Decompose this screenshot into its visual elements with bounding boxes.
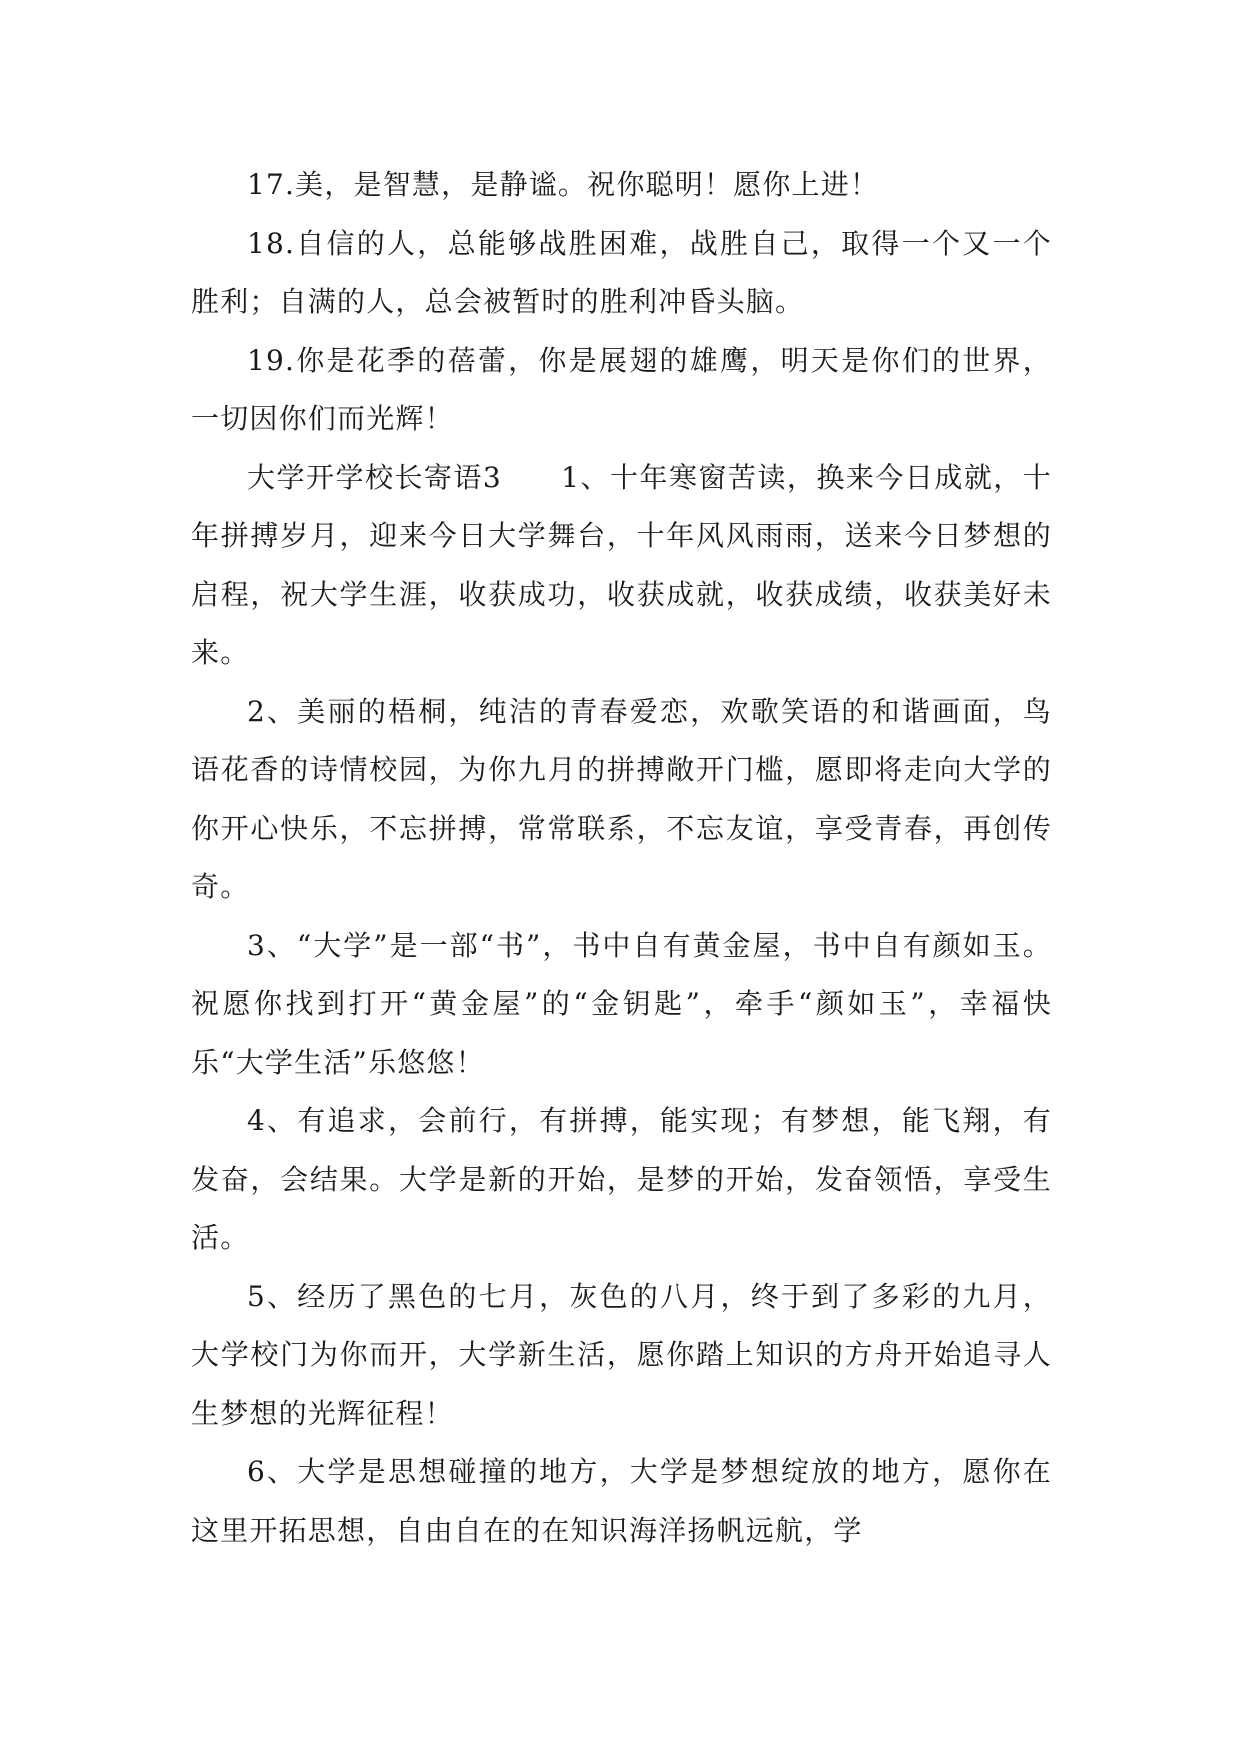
paragraph-18: 18.自信的人，总能够战胜困难，战胜自己，取得一个又一个胜利；自满的人，总会被暂时的胜利冲昏头脑。	[191, 226, 1052, 318]
paragraph-item-5: 5、经历了黑色的七月，灰色的八月，终于到了多彩的九月，大学校门为你而开，大学新生活，愿你踏上知识的方舟开始追寻人生梦想的光辉征程！	[191, 1279, 1052, 1430]
paragraph-17: 17.美，是智慧，是静谧。祝你聪明！愿你上进！	[247, 168, 880, 201]
paragraph-item-2: 2、美丽的梧桐，纯洁的青春爱恋，欢歌笑语的和谐画面，鸟语花香的诗情校园，为你九月的拼搏敞开门槛，愿即将走向大学的你开心快乐，不忘拼搏，常常联系，不忘友谊，享受青春，再创传奇。	[191, 694, 1052, 903]
paragraph-19: 19.你是花季的蓓蕾，你是展翅的雄鹰，明天是你们的世界，一切因你们而光辉！	[191, 343, 1052, 435]
document-body	[191, 156, 1052, 1560]
paragraph-item-3: 3、“大学”是一部“书”，书中自有黄金屋，书中自有颜如玉。祝愿你找到打开“黄金屋”的“金钥匙”，牵手“颜如玉”，幸福快乐“大学生活”乐悠悠！	[191, 928, 1052, 1079]
paragraph-item-6: 6、大学是思想碰撞的地方，大学是梦想绽放的地方，愿你在这里开拓思想，自由自在的在知识海洋扬帆远航，学	[191, 1455, 1052, 1547]
paragraph-item-4: 4、有追求，会前行，有拼搏，能实现；有梦想，能飞翔，有发奋，会结果。大学是新的开始，是梦的开始，发奋领悟，享受生活。	[191, 1104, 1052, 1254]
paragraph-section-3-item-1: 大学开学校长寄语3 1、十年寒窗苦读，换来今日成就，十年拼搏岁月，迎来今日大学舞台，十年风风雨雨，送来今日梦想的启程，祝大学生涯，收获成功，收获成就，收获成绩，收获美好未来。	[191, 460, 1052, 669]
